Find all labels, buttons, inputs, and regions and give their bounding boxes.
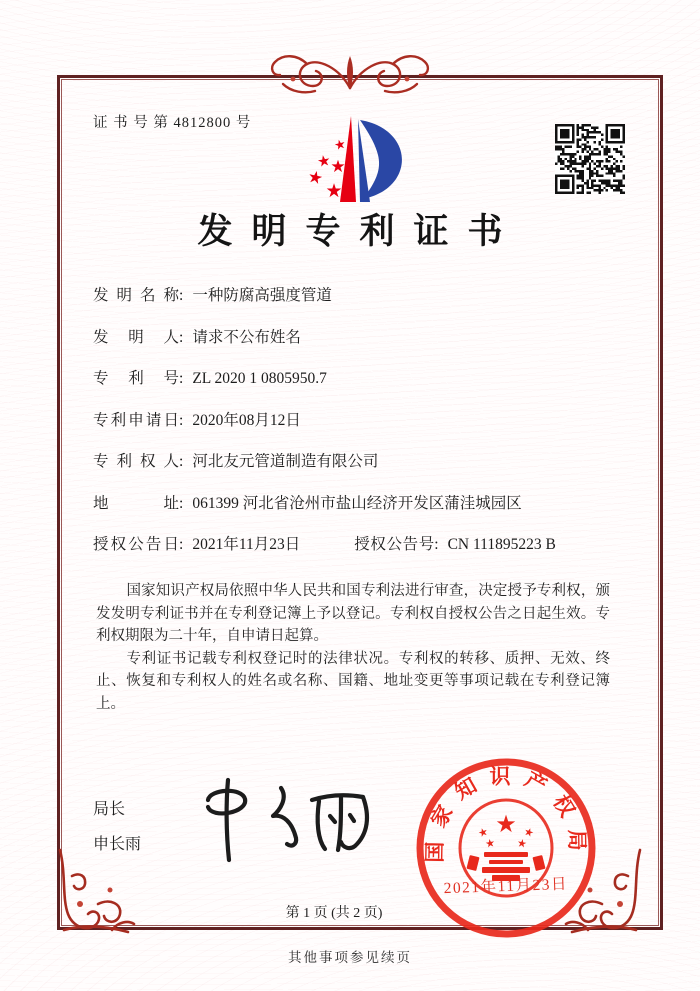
legal-paragraph-2: 专利证书记载专利权登记时的法律状况。专利权的转移、质押、无效、终止、恢复和专利权人的姓名或名称、国籍、地址变更等事项记载在专利登记簿上。 <box>96 650 610 712</box>
field-value: 2021年11月23日 <box>192 536 301 553</box>
page-number: 第 1 页 (共 2 页) <box>285 906 383 921</box>
field-label: 专利申请日 <box>93 411 179 429</box>
bottom-left-flourish-ornament <box>52 846 136 938</box>
director-name: 申长雨 <box>93 836 142 853</box>
field-value: ZL 2020 1 0805950.7 <box>192 370 327 387</box>
svg-text:★: ★ <box>315 150 333 172</box>
svg-text:★: ★ <box>330 157 346 177</box>
field-value: CN 111895223 B <box>447 536 556 553</box>
field-invention-name: 发明名称: 一种防腐高强度管道 <box>93 287 332 304</box>
field-grant-date-and-number: 授权公告日: 2021年11月23日 授权公告号: CN 111895223 B <box>93 536 556 553</box>
field-label: 发明名称 <box>93 287 179 304</box>
seal-date-text: 2021年11月23日 <box>443 875 569 898</box>
director-block <box>93 796 141 854</box>
director-title: 局长 <box>93 801 126 818</box>
certificate-number: 证 书 号 第 4812800 号 <box>93 115 252 131</box>
qr-code <box>555 124 625 194</box>
field-label: 专利号 <box>93 370 179 387</box>
continuation-note: 其他事项参见续页 <box>288 950 412 965</box>
top-flourish-ornament <box>253 46 447 102</box>
svg-text:★: ★ <box>495 810 517 838</box>
svg-text:★: ★ <box>484 836 497 851</box>
field-label: 发明人 <box>93 328 179 346</box>
director-signature-icon <box>182 770 382 870</box>
field-address: 地址: 061399 河北省沧州市盐山经济开发区蒲洼城园区 <box>93 494 522 512</box>
svg-text:★: ★ <box>332 136 348 155</box>
svg-text:★: ★ <box>515 836 528 851</box>
svg-text:★: ★ <box>522 824 536 841</box>
seal-org-text: 国家知识产权局 <box>422 764 590 863</box>
legal-paragraph-1: 国家知识产权局依照中华人民共和国专利法进行审查，决定授予专利权，颁发发明专利证书并在专利登记簿上予以登记。专利权自授权公告之日起生效。专利权期限为二十年，自申请日起算。 <box>96 583 610 644</box>
field-value: 061399 河北省沧州市盐山经济开发区蒲洼城园区 <box>192 494 522 512</box>
svg-text:★: ★ <box>476 824 490 841</box>
field-label: 专利权人 <box>93 453 179 470</box>
svg-text:★: ★ <box>325 180 343 202</box>
certificate-fields <box>93 286 633 577</box>
svg-text:★: ★ <box>305 166 325 190</box>
field-label: 地址 <box>93 494 179 512</box>
field-label: 授权公告日 <box>93 536 179 553</box>
field-inventor: 发明人: 请求不公布姓名 <box>93 328 301 346</box>
field-value: 2020年08月12日 <box>192 411 301 429</box>
field-grant-number: 授权公告号: CN 111895223 B <box>354 536 556 553</box>
field-value: 请求不公布姓名 <box>192 328 301 346</box>
cnipa-logo-icon <box>277 104 417 208</box>
field-value: 河北友元管道制造有限公司 <box>192 453 379 470</box>
certificate-title: 发明专利证书 <box>197 212 522 251</box>
field-value: 一种防腐高强度管道 <box>192 287 332 304</box>
field-filing-date: 专利申请日: 2020年08月12日 <box>93 411 301 429</box>
field-patentee: 专利权人: 河北友元管道制造有限公司 <box>93 453 379 470</box>
legal-text <box>96 580 610 715</box>
field-patent-number: 专利号: ZL 2020 1 0805950.7 <box>93 370 327 387</box>
field-label: 授权公告号 <box>354 536 435 553</box>
